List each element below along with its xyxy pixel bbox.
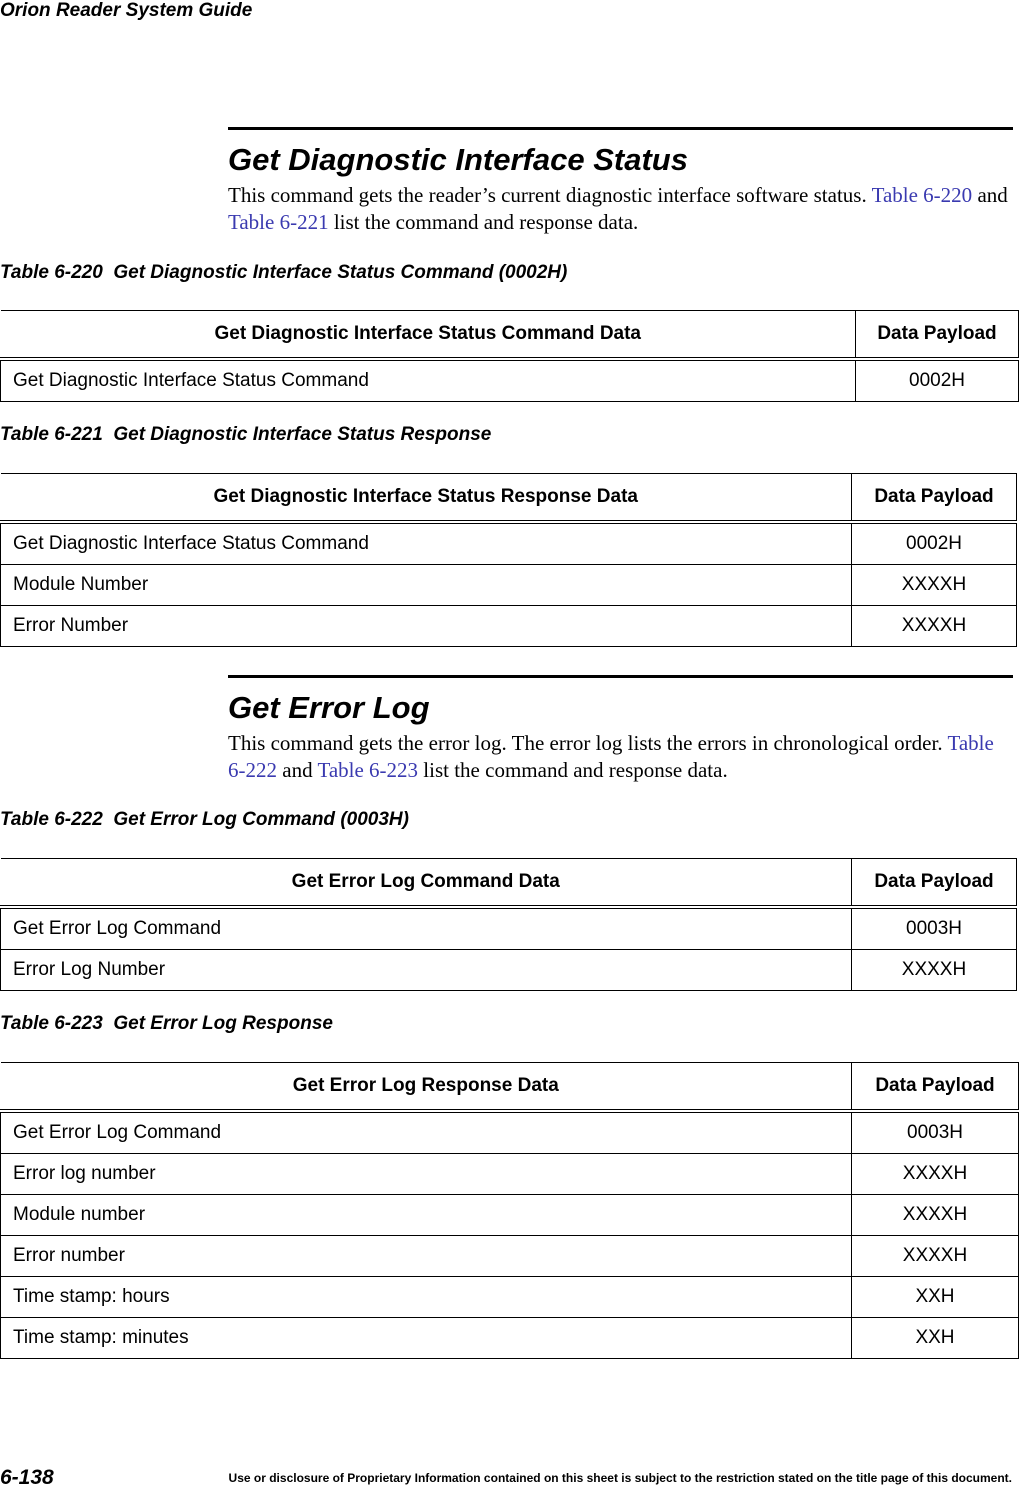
cell-payload: 0002H: [856, 359, 1019, 402]
section-rule: [228, 127, 1013, 130]
xref-table-6-220[interactable]: Table 6-220: [871, 183, 973, 207]
table-6-222: [0, 858, 1017, 991]
section-intro: This command gets the error log. The error log lists the errors in chronological order. Table 6-222 and Table 6-223 list the command and response data.: [228, 731, 994, 782]
cell-response-data: Get Diagnostic Interface Status Command: [1, 522, 852, 565]
table-header-row: [1, 859, 1017, 908]
running-head: Orion Reader System Guide: [0, 0, 253, 21]
cell-payload: XXXXH: [852, 606, 1017, 647]
table-row: [1, 359, 1019, 402]
cell-response-data: Time stamp: hours: [1, 1277, 852, 1318]
xref-table-6-223[interactable]: Table 6-223: [317, 758, 419, 782]
table-row: [1, 907, 1017, 950]
column-header: Get Error Log Response Data: [1, 1063, 852, 1112]
proprietary-notice: Use or disclosure of Proprietary Information contained on this sheet is subject to the restriction stated on the title page of this document.: [228, 1471, 1012, 1485]
cell-payload: 0002H: [852, 522, 1017, 565]
cell-response-data: Time stamp: minutes: [1, 1318, 852, 1359]
table-row: [1, 1111, 1019, 1154]
table-row: [1, 606, 1017, 647]
section-get-error-log: [228, 675, 1013, 784]
section-heading: Get Error Log: [228, 690, 430, 725]
cell-command-data: Error Log Number: [1, 950, 852, 991]
column-header: Get Diagnostic Interface Status Command Data: [1, 311, 856, 360]
table-6-220: [0, 310, 1019, 402]
section-heading: Get Diagnostic Interface Status: [228, 142, 688, 177]
column-header: Data Payload: [852, 1063, 1019, 1112]
xref-table-6-221[interactable]: Table 6-221: [228, 210, 329, 234]
cell-response-data: Module number: [1, 1195, 852, 1236]
cell-payload: XXXXH: [852, 565, 1017, 606]
table-row: [1, 522, 1017, 565]
table-header-row: [1, 311, 1019, 360]
table-caption: Table 6-221 Get Diagnostic Interface Status Response: [0, 424, 492, 445]
column-header: Get Diagnostic Interface Status Response Data: [1, 474, 852, 523]
section-intro: This command gets the reader’s current diagnostic interface software status. Table 6-220 and Table 6-221 list the command and response data.: [228, 183, 1008, 234]
cell-command-data: Get Diagnostic Interface Status Command: [1, 359, 856, 402]
cell-payload: 0003H: [852, 1111, 1019, 1154]
table-caption: Table 6-223 Get Error Log Response: [0, 1013, 333, 1034]
section-rule: [228, 675, 1013, 678]
column-header: Data Payload: [852, 859, 1017, 908]
table-header-row: [1, 474, 1017, 523]
xref-table-6-222[interactable]: Table 6-222: [228, 731, 994, 782]
cell-payload: 0003H: [852, 907, 1017, 950]
table-row: [1, 1277, 1019, 1318]
page-number: 6-138: [0, 1466, 54, 1489]
column-header: Data Payload: [856, 311, 1019, 360]
cell-payload: XXH: [852, 1277, 1019, 1318]
cell-response-data: Error number: [1, 1236, 852, 1277]
cell-response-data: Error log number: [1, 1154, 852, 1195]
section-get-diagnostic-interface-status: [228, 127, 1013, 236]
cell-response-data: Module Number: [1, 565, 852, 606]
cell-payload: XXXXH: [852, 1195, 1019, 1236]
cell-response-data: Get Error Log Command: [1, 1111, 852, 1154]
cell-command-data: Get Error Log Command: [1, 907, 852, 950]
table-caption: Table 6-222 Get Error Log Command (0003H): [0, 809, 409, 830]
cell-payload: XXH: [852, 1318, 1019, 1359]
cell-payload: XXXXH: [852, 1154, 1019, 1195]
table-6-221: [0, 473, 1017, 647]
cell-payload: XXXXH: [852, 1236, 1019, 1277]
column-header: Data Payload: [852, 474, 1017, 523]
table-caption: Table 6-220 Get Diagnostic Interface Status Command (0002H): [0, 262, 568, 283]
column-header: Get Error Log Command Data: [1, 859, 852, 908]
table-row: [1, 565, 1017, 606]
cell-payload: XXXXH: [852, 950, 1017, 991]
table-row: [1, 950, 1017, 991]
cell-response-data: Error Number: [1, 606, 852, 647]
table-row: [1, 1154, 1019, 1195]
table-row: [1, 1236, 1019, 1277]
table-6-223: [0, 1062, 1019, 1359]
table-row: [1, 1195, 1019, 1236]
table-header-row: [1, 1063, 1019, 1112]
table-row: [1, 1318, 1019, 1359]
